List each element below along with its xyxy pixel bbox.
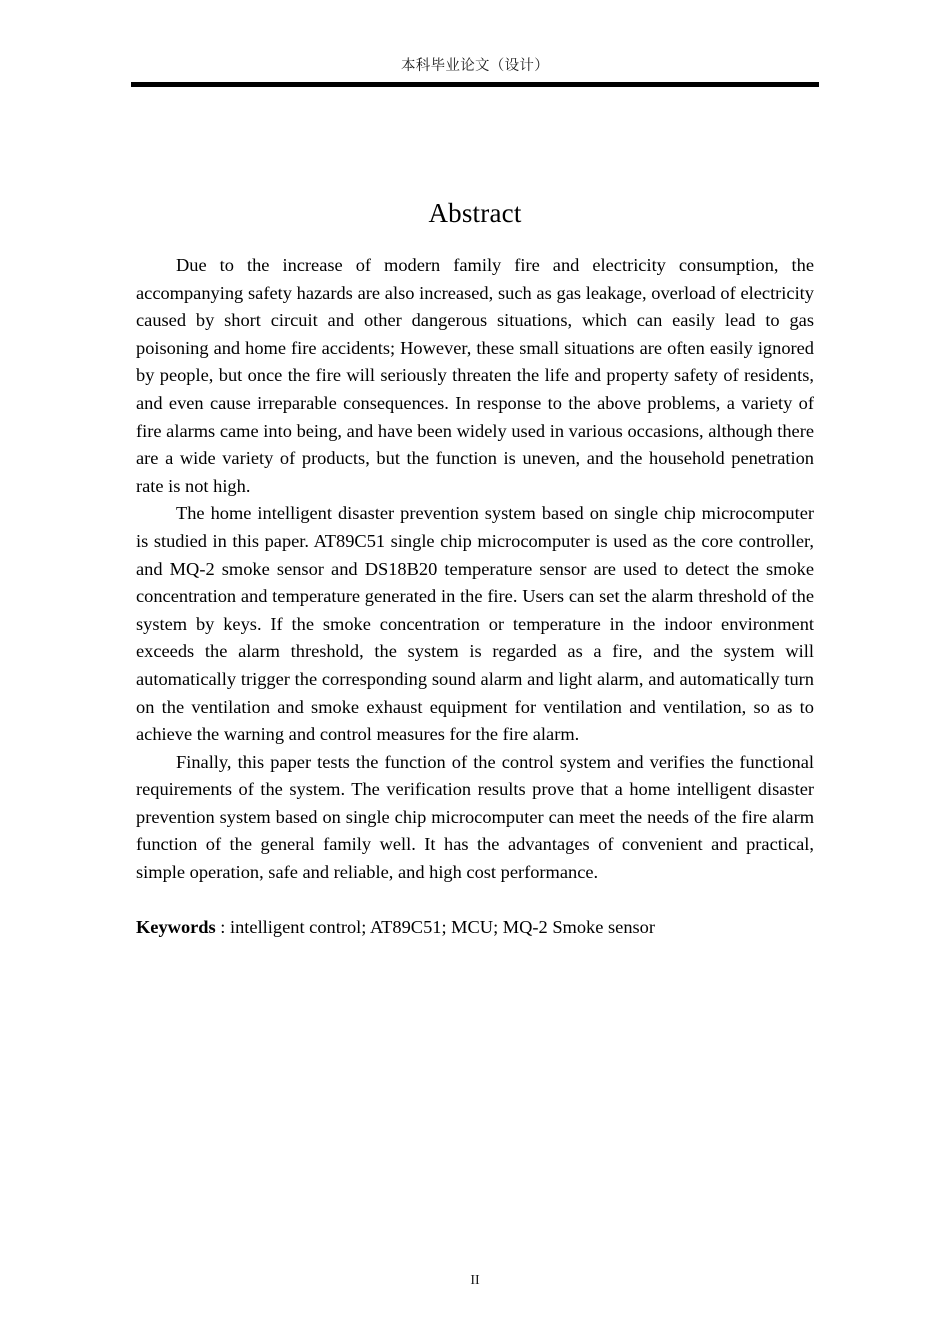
page-header: [131, 56, 819, 87]
page-title: Abstract: [428, 198, 522, 228]
abstract-paragraph-3: Finally, this paper tests the function of the control system and verifies the functional requirements of the system. The verification results prove that a home intelligent disaster prevention system based on single chip microcomputer can meet the needs of the fire alarm function of the general family well. It has the advantages of convenient and practical, simple operation, safe and reliable, and high cost performance.: [136, 751, 814, 883]
document-body: [136, 196, 814, 942]
header-divider-rule: [131, 82, 819, 87]
keywords-line: [136, 914, 814, 942]
keywords-value: : intelligent control; AT89C51; MCU; MQ-2 Smoke sensor: [215, 917, 656, 938]
keywords-label: Keywords: [136, 917, 216, 938]
abstract-paragraph-1: Due to the increase of modern family fire and electricity consumption, the accompanying safety hazards are also increased, such as gas leakage, overload of electricity caused by short circuit and other dangerous situations, which can easily lead to gas poisoning and home fire accidents; However, these small situations are often easily ignored by people, but once the fire will seriously threaten the life and property safety of residents, and even cause irreparable consequences. In response to the above problems, a variety of fire alarms came into being, and have been widely used in various occasions, although there are a wide variety of products, but the function is uneven, and the household penetration rate is not high.: [136, 255, 814, 496]
running-header-title: 本科毕业论文（设计）: [401, 58, 549, 74]
abstract-paragraph-2: The home intelligent disaster prevention system based on single chip microcomputer is studied in this paper. AT89C51 single chip microcomputer is used as the core controller, and MQ-2 smoke sensor and DS18B20 temperature sensor are used to detect the smoke concentration and temperature generated in the fire. Users can set the alarm threshold of the system by keys. If the smoke concentration or temperature in the indoor environment exceeds the alarm threshold, the system is regarded as a fire, and the system will automatically trigger the corresponding sound alarm and light alarm, and automatically turn on the ventilation and smoke exhaust equipment for ventilation and ventilation, so as to achieve the warning and control measures for the fire alarm.: [136, 503, 814, 745]
page-footer: [0, 1271, 950, 1290]
page-number: II: [470, 1273, 480, 1288]
